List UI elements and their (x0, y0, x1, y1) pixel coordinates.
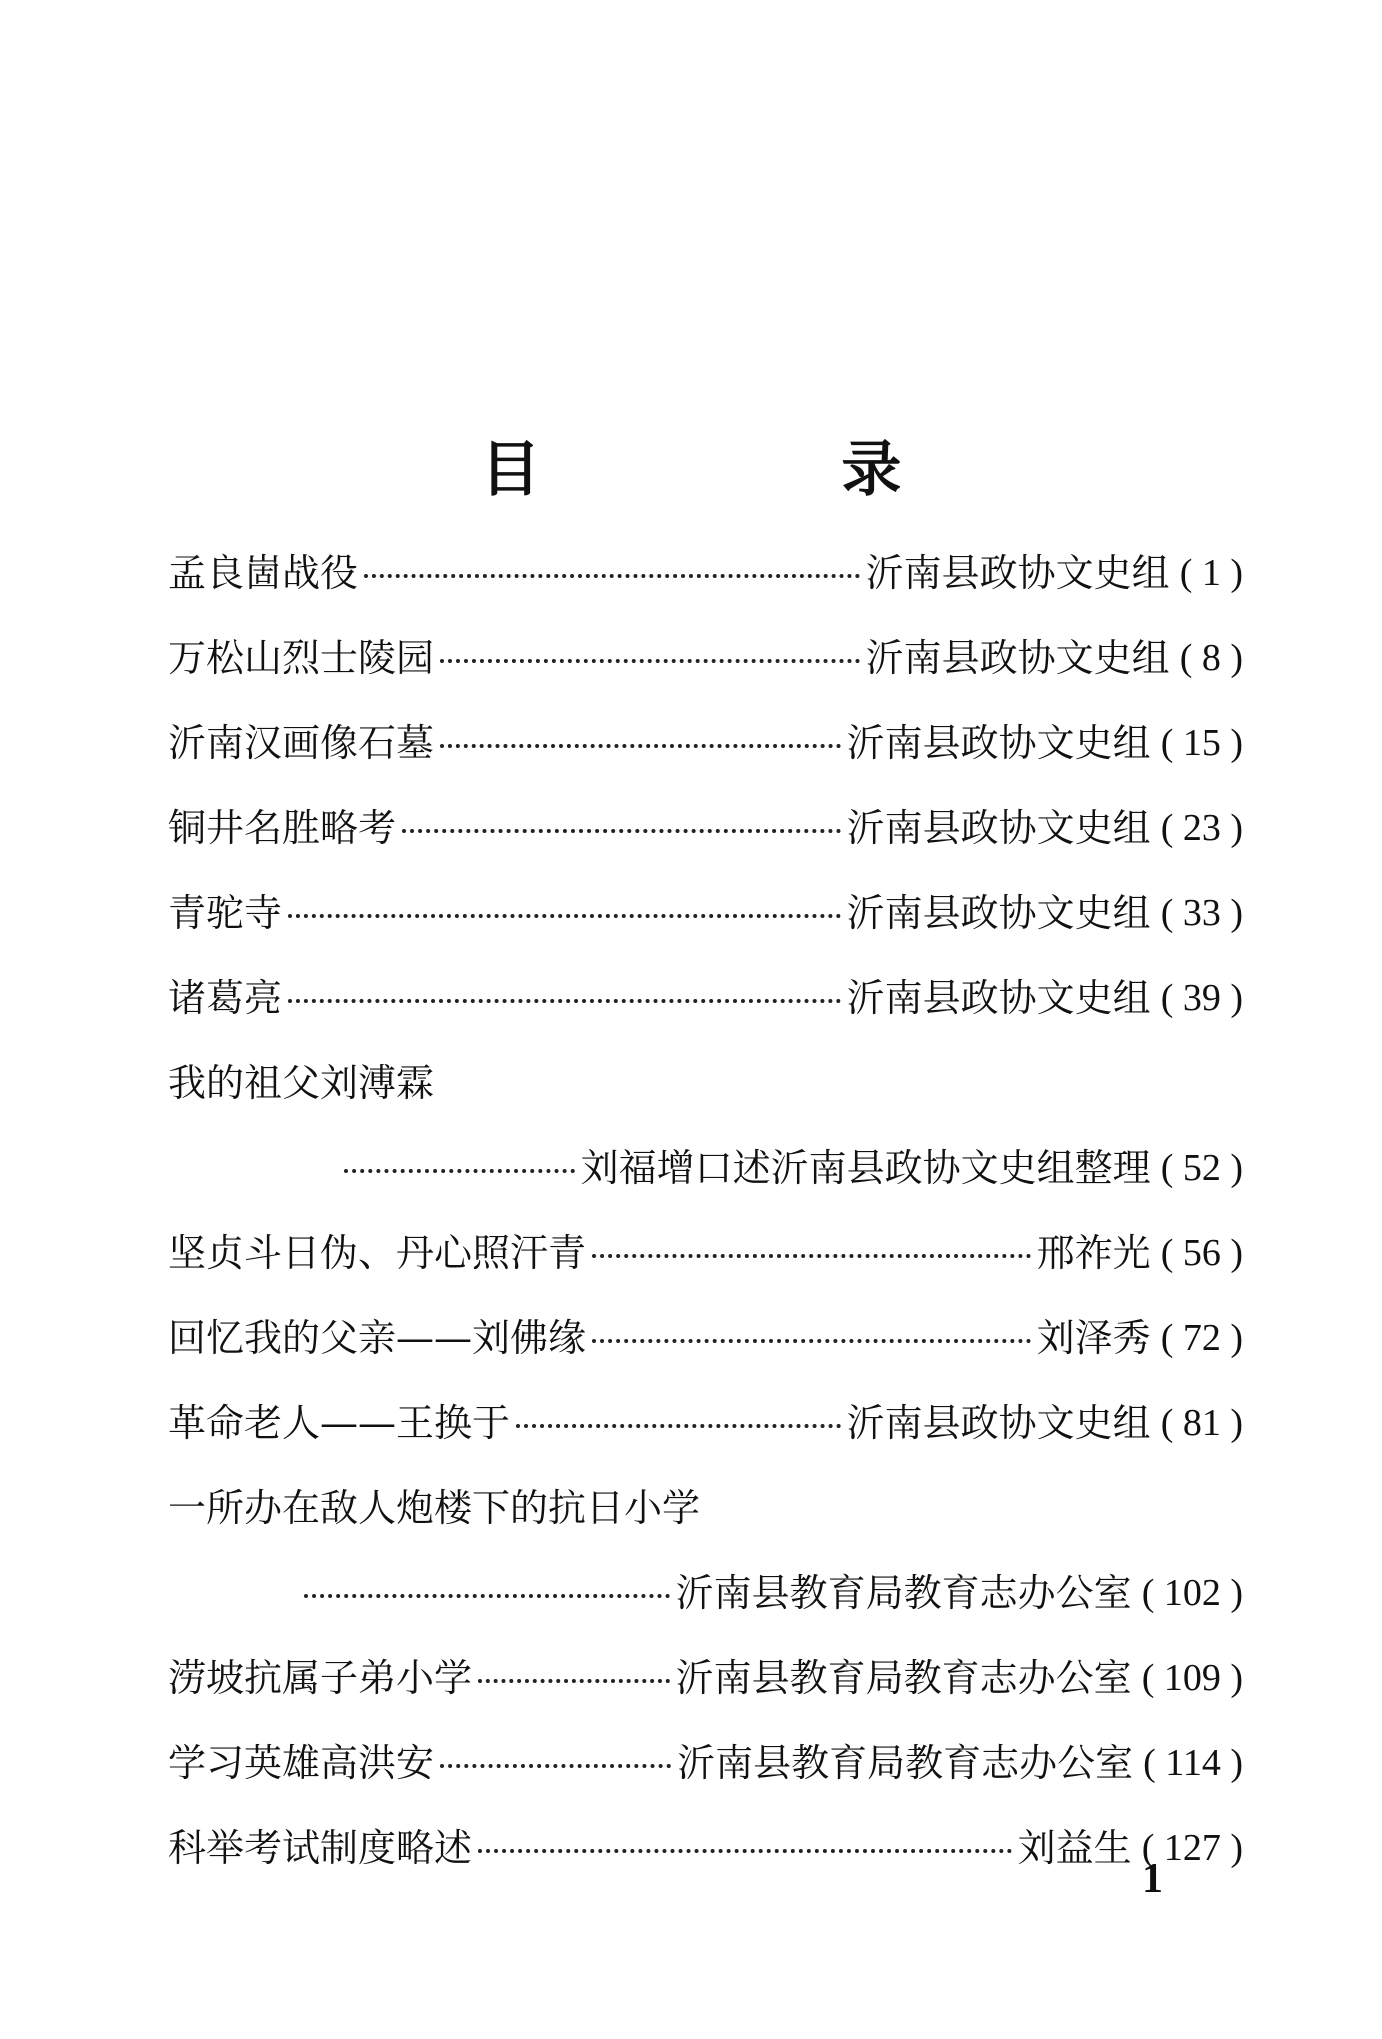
toc-entry-author: 刘益生 (1017, 1825, 1132, 1870)
toc-entry (168, 1040, 1243, 1125)
toc-entry (168, 1465, 1243, 1550)
toc-entry-author: 沂南县政协文史组 (846, 975, 1151, 1020)
toc-entry-page: ( 33 ) (1160, 891, 1243, 934)
toc-entry-author: 沂南县政协文史组 (865, 635, 1170, 680)
dot-leader (402, 805, 841, 851)
toc-entry-author: 沂南县政协文史组 (846, 720, 1151, 765)
toc-entry-title: 一所办在敌人炮楼下的抗日小学 (168, 1485, 701, 1530)
toc-entry-page: ( 72 ) (1160, 1316, 1243, 1359)
toc-entry-author: 沂南县政协文史组 (846, 1400, 1151, 1445)
toc-entry-author: 刘泽秀 (1036, 1315, 1151, 1360)
dot-leader (592, 1230, 1031, 1276)
dot-leader (364, 550, 860, 596)
toc-entry-author: 沂南县政协文史组 (846, 890, 1151, 935)
toc-entry (168, 955, 1243, 1040)
dot-leader (592, 1315, 1031, 1361)
dot-leader (304, 1570, 670, 1616)
toc-entry-page: ( 1 ) (1179, 551, 1243, 594)
toc-entry-title: 诸葛亮 (168, 975, 283, 1020)
dot-leader (440, 720, 841, 766)
toc-entry-page: ( 52 ) (1160, 1146, 1243, 1189)
toc-entry-page: ( 114 ) (1143, 1741, 1243, 1784)
dot-leader (478, 1655, 670, 1701)
toc-entry-title: 万松山烈士陵园 (168, 635, 435, 680)
toc-entry-author: 沂南县政协文史组 (846, 805, 1151, 850)
page-number: 1 (1142, 1856, 1163, 1902)
toc-entry (168, 615, 1243, 700)
toc-entry (168, 1380, 1243, 1465)
dot-leader (288, 890, 841, 936)
dot-leader (440, 635, 860, 681)
toc-entry-page: ( 23 ) (1160, 806, 1243, 849)
dot-leader (440, 1740, 671, 1786)
toc-entry-page: ( 109 ) (1141, 1656, 1243, 1699)
toc-entry-title: 坚贞斗日伪、丹心照汗青 (168, 1230, 587, 1275)
toc-entry-page: ( 81 ) (1160, 1401, 1243, 1444)
toc-entry-author: 沂南县教育局教育志办公室 (675, 1655, 1132, 1700)
toc-entry-title: 回忆我的父亲——刘佛缘 (168, 1315, 587, 1360)
toc-entry-author: 邢祚光 (1036, 1230, 1151, 1275)
toc-entry (168, 870, 1243, 955)
toc-entry-title: 孟良崮战役 (168, 550, 359, 595)
toc-entry-title: 铜井名胜略考 (168, 805, 397, 850)
dot-leader (288, 975, 841, 1021)
toc-entry (168, 1295, 1243, 1380)
table-of-contents (168, 530, 1243, 1890)
toc-entry-title: 沂南汉画像石墓 (168, 720, 435, 765)
toc-entry-author: 沂南县教育局教育志办公室 (677, 1740, 1134, 1785)
toc-entry (168, 1805, 1243, 1890)
toc-entry-page: ( 127 ) (1141, 1826, 1243, 1869)
toc-entry-title: 青驼寺 (168, 890, 283, 935)
toc-entry-page: ( 8 ) (1179, 636, 1243, 679)
toc-entry-continuation (168, 1550, 1243, 1635)
toc-entry (168, 1635, 1243, 1720)
page-title: 目 录 (480, 435, 1042, 506)
toc-entry (168, 700, 1243, 785)
toc-entry-title: 我的祖父刘溥霖 (168, 1060, 435, 1105)
toc-entry-page: ( 56 ) (1160, 1231, 1243, 1274)
toc-entry-title: 学习英雄高洪安 (168, 1740, 435, 1785)
toc-entry-page: ( 39 ) (1160, 976, 1243, 1019)
toc-entry-page: ( 15 ) (1160, 721, 1243, 764)
toc-entry-author: 刘福增口述沂南县政协文史组整理 (580, 1145, 1151, 1190)
toc-entry (168, 785, 1243, 870)
toc-entry-page: ( 102 ) (1141, 1571, 1243, 1614)
dot-leader (344, 1145, 575, 1191)
toc-entry (168, 1720, 1243, 1805)
toc-entry (168, 530, 1243, 615)
dot-leader (478, 1825, 1012, 1871)
toc-entry (168, 1210, 1243, 1295)
toc-entry-title: 科举考试制度略述 (168, 1825, 473, 1870)
toc-entry-author: 沂南县教育局教育志办公室 (675, 1570, 1132, 1615)
toc-entry-continuation (168, 1125, 1243, 1210)
toc-entry-author: 沂南县政协文史组 (865, 550, 1170, 595)
dot-leader (516, 1400, 841, 1446)
toc-entry-title: 涝坡抗属子弟小学 (168, 1655, 473, 1700)
toc-entry-title: 革命老人——王换于 (168, 1400, 511, 1445)
